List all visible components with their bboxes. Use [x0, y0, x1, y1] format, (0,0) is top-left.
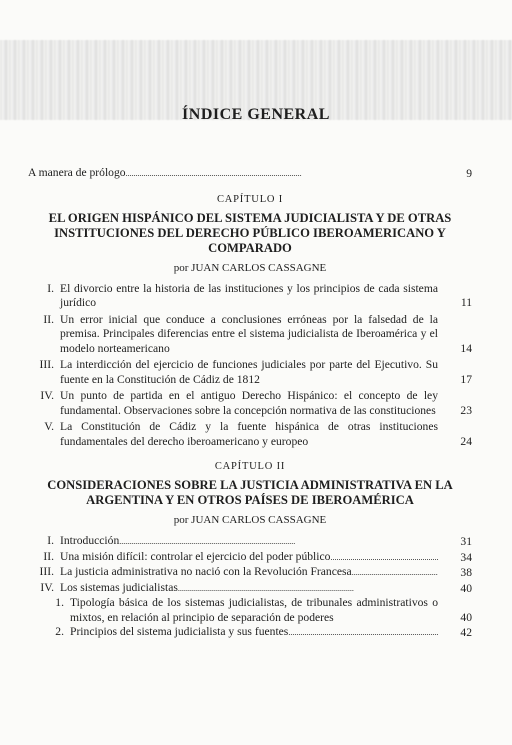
toc-page-number: 40 [460, 581, 472, 595]
toc-entry[interactable] [28, 565, 472, 581]
toc-entry[interactable] [28, 313, 472, 357]
toc-entry-text: El divorcio entre la historia de las instituciones y los principios de cada sistema jurídico [60, 281, 438, 309]
toc-entry-text: La Constitución de Cádiz y la fuente hispánica de otras instituciones fundamentales del derecho iberoamericano y europeo [60, 420, 438, 448]
toc-entry-number: IV. [40, 389, 54, 402]
toc-entry-label: A manera de prólogo [28, 166, 126, 179]
toc-entry-prologue[interactable] [28, 166, 472, 182]
toc-entry-text: Principios del sistema judicialista y sus fuentes [70, 625, 289, 638]
toc-entry-number: I. [47, 534, 54, 547]
toc-entry-number: 2. [55, 625, 64, 638]
toc-entry[interactable] [28, 534, 472, 550]
toc-entry[interactable] [28, 282, 472, 311]
toc-entry-number: 1. [55, 596, 64, 609]
chapter-title: EL ORIGEN HISPÁNICO DEL SISTEMA JUDICIALISTA Y DE OTRAS INSTITUCIONES DEL DERECHO PÚBLICO IBEROAMERICANO Y COMPARADO [48, 210, 452, 255]
toc-entry[interactable] [28, 581, 472, 597]
toc-entry-text: Los sistemas judicialistas [60, 580, 178, 594]
toc-entry-number: III. [39, 565, 54, 578]
toc-entry-text: Un punto de partida en el antiguo Derecho Hispánico: el concepto de ley fundamental. Observaciones sobre la concepción normativa de las constituciones [60, 389, 438, 417]
chapter-author: por JUAN CARLOS CASSAGNE [173, 514, 327, 526]
toc-entry-number: IV. [40, 580, 54, 594]
toc-page-number: 31 [460, 535, 472, 548]
toc-page-number: 14 [460, 341, 472, 355]
toc-page-number: 24 [460, 434, 472, 448]
dot-leader [126, 166, 438, 182]
toc-entry-number: V. [44, 420, 54, 433]
page-title: ÍNDICE GENERAL [182, 106, 330, 123]
toc-page-number: 38 [460, 566, 472, 579]
chapter-label: CAPÍTULO II [214, 461, 286, 472]
toc-entry[interactable] [28, 420, 472, 449]
dot-leader [352, 565, 438, 581]
table-of-contents [28, 166, 472, 641]
toc-entry-text: Introducción [60, 534, 120, 547]
toc-entry-text: Un error inicial que conduce a conclusiones erróneas por la falsedad de la premisa. Principales diferencias entre el sistema judicialista de Iberoamérica y el modelo norteamericano [60, 312, 438, 355]
dot-leader [119, 534, 438, 550]
toc-page-number: 11 [460, 296, 472, 309]
toc-entry-text: Una misión difícil: controlar el ejercicio del poder público [60, 549, 331, 563]
dot-leader [288, 625, 438, 641]
toc-entry[interactable] [28, 550, 472, 566]
toc-entry-text: La interdicción del ejercicio de funciones judiciales por parte del Ejecutivo. Su fuente en la Constitución de Cádiz de 1812 [60, 358, 438, 386]
toc-entry-text: Tipología básica de los sistemas judicialistas, de tribunales administrativos o mixtos, en relación al principio de separación de poderes [70, 596, 438, 624]
chapter-title: CONSIDERACIONES SOBRE LA JUSTICIA ADMINISTRATIVA EN LA ARGENTINA Y EN OTROS PAÍSES DE IBEROAMÉRICA [47, 478, 453, 507]
toc-page-number: 23 [460, 403, 472, 417]
toc-subentry[interactable] [28, 596, 472, 625]
toc-page-number: 9 [466, 167, 472, 180]
dot-leader [330, 550, 438, 566]
toc-page-number: 40 [460, 610, 472, 624]
chapter-label: CAPÍTULO I [216, 193, 284, 205]
toc-entry-number: I. [47, 281, 54, 295]
toc-subentry[interactable] [28, 625, 472, 641]
toc-entry-number: II. [43, 549, 54, 563]
toc-entry[interactable] [28, 389, 472, 418]
toc-entry-text: La justicia administrativa no nació con la Revolución Francesa [60, 565, 352, 578]
chapter-author: por JUAN CARLOS CASSAGNE [173, 261, 327, 274]
toc-page-number: 34 [460, 550, 472, 564]
toc-entry[interactable] [28, 358, 472, 387]
dot-leader [178, 581, 438, 597]
toc-page-number: 17 [460, 372, 472, 386]
toc-entry-number: III. [39, 358, 54, 371]
toc-page-number: 42 [460, 626, 472, 639]
toc-entry-number: II. [43, 312, 54, 326]
